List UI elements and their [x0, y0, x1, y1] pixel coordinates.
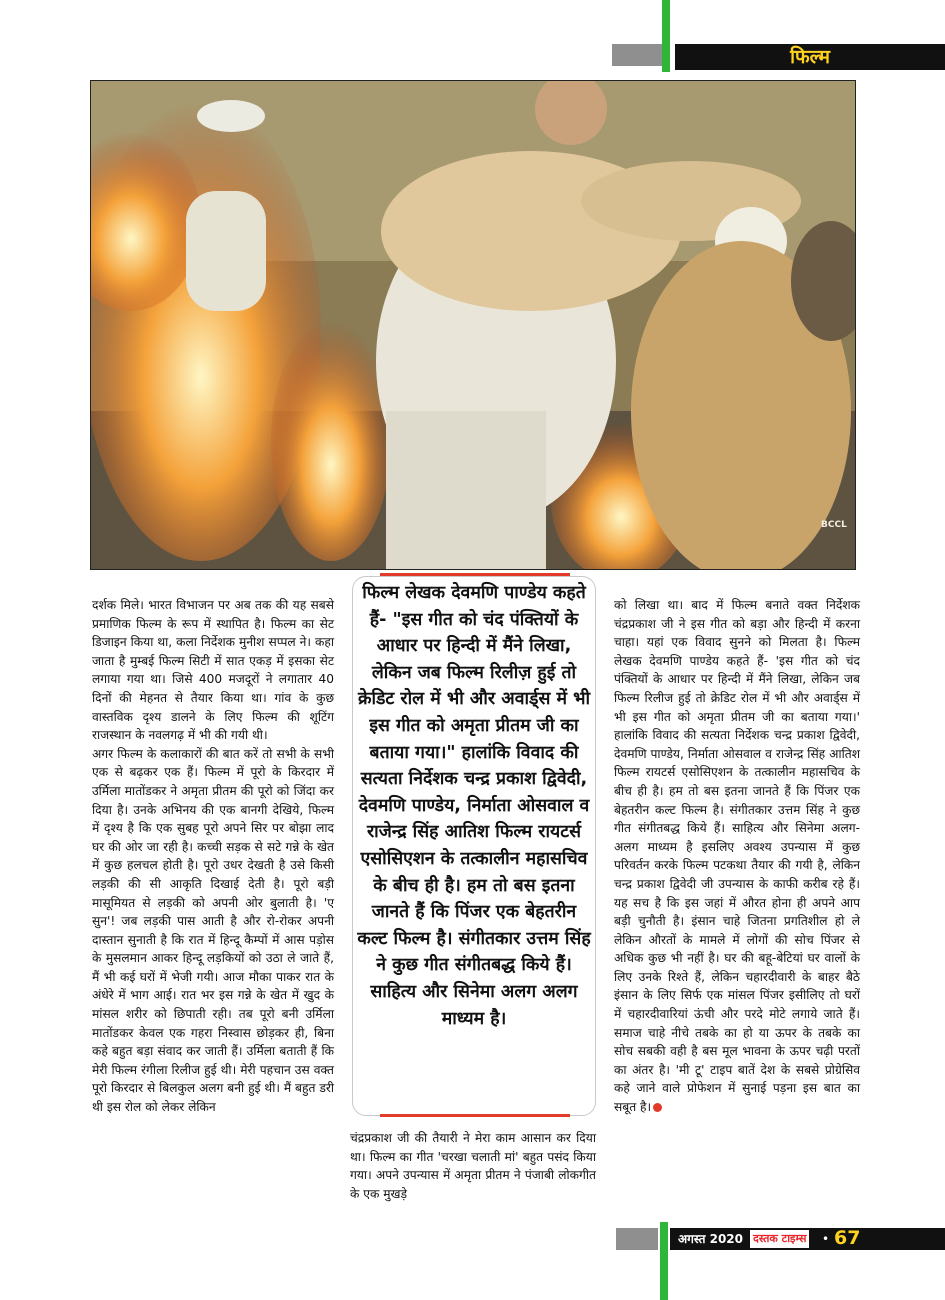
pull-quote-bottom-rule	[380, 1114, 570, 1117]
fire-center	[271, 321, 391, 561]
magazine-logo: दस्तक टाइम्स	[750, 1230, 809, 1248]
article-column-right	[614, 596, 860, 1117]
pull-quote-top-rule	[380, 573, 570, 576]
end-mark-icon	[653, 1103, 662, 1112]
article-column-left: दर्शक मिले। भारत विभाजन पर अब तक की यह सबसे प्रमाणिक फिल्म के रूप में स्थापित है। फिल्म का सेट डिजाइन किया था, कला निर्देशक मुनीश सप्पल ने। कहा जाता है मुम्बई फिल्म सिटी में सात एकड़ में इसका सेट लगाया गया था। जिसे 400 मजदूरों ने लगातार 40 दिनों की मेहनत से तैयार किया था। गांव के कुछ वास्तविक दृश्य डालने के लिए फिल्म की शूटिंग राजस्थान के नवलगढ़ में भी की गयी थी। अगर फिल्म के कलाकारों की बात करें तो सभी के सभी एक से बढ़कर एक हैं। फिल्म में पूरो के किरदार में उर्मिला मातोंडकर ने अमृता प्रीतम की पूरो को जिंदा कर दिया है। उनके अभिनय की एक बानगी देखिये, फिल्म में दृश्य है कि एक सुबह पूरो अपने सिर पर बोझा लाद घर की ओर जा रही है। कच्ची सड़क से सटे गन्ने के खेत में कुछ हलचल होती है। पूरो उधर देखती है उसे किसी लड़की की सी आकृति दिखाई देती है। पूरो बड़ी मासूमियत से लड़की को अपनी ओर बुलाती है। 'ए सुन'! जब लड़की पास आती है और रो-रोकर अपनी दास्तान सुनाती है कि रात में हिन्दू कैम्पों में आस पड़ोस के मुसलमान आकर हिन्दू लड़कियों को उठा ले जाते हैं, मैं भी कई घरों में भेजी गयी। आज मौका पाकर रात के अंधेरे में भाग आई। रात भर इस गन्ने के खेत में खुद के मांसल शरीर को छिपाती रही। तब पूरो बनी उर्मिला मातोंडकर केवल एक गहरा निस्वास छोड़कर ही, बिना कहे बहुत बड़ा संवाद कर जाती हैं। उर्मिला बताती हैं कि मेरी फिल्म रंगीला रिलीज हुई थी। मेरी पहचान उस वक्त पूरो किरदार से बिलकुल अलग बनी हुई थी। मैं बहुत डरी थी इस रोल को लेकर लेकिन	[92, 598, 334, 1115]
film-still-photo	[90, 80, 856, 570]
photo-illustration	[91, 81, 856, 570]
issue-date: अगस्त 2020	[678, 1232, 744, 1246]
page-number: 67	[834, 1227, 861, 1249]
article-column-middle: चंद्रप्रकाश जी की तैयारी ने मेरा काम आसान कर दिया था। फिल्म का गीत 'चरखा चलाती मां' बहुत पसंद किया गया। अपने उपन्यास में अमृता प्रीतम ने पंजाबी लोकगीत के एक मुखड़े	[350, 1131, 596, 1201]
photo-credit: BCCL	[821, 520, 847, 530]
header-gray-block	[612, 44, 662, 66]
right-column-text: को लिखा था। बाद में फिल्म बनाते वक्त निर्देशक चंद्रप्रकाश जी ने इस गीत को बड़ा और हिन्दी में करना चाहा। यहां एक विवाद सुनने को मिलता है। फिल्म लेखक देवमणि पाण्डेय कहते हैं- 'इस गीत को चंद पंक्तियों के आधार पर हिन्दी में मैंने लिखा, लेकिन जब फिल्म रिलीज हुई तो क्रेडिट रोल में भी और अवार्ड्स में भी इस गीत को अमृता प्रीतम जी का बताया गया।' हालांकि विवाद की सत्यता निर्देशक चन्द्र प्रकाश द्विवेदी, देवमणि पाण्डेय, निर्माता ओसवाल व राजेन्द्र सिंह आतिश फिल्म रायटर्स एसोसिएशन के तत्कालीन महासचिव के बीच ही है। हम तो बस इतना जानते हैं कि पिंजर एक बेहतरीन कल्ट फिल्म है। संगीतकार उत्तम सिंह ने कुछ गीत संगीतबद्ध किये हैं। साहित्य और सिनेमा अलग-अलग माध्यम है इसलिए अवश्य उपन्यास में कुछ परिवर्तन करके फिल्म पटकथा तैयार की गयी है, लेकिन चन्द्र प्रकाश द्विवेदी जी उपन्यास के काफी करीब रहे हैं। यह सच है कि इस जहां में औरत होना ही अपने आप बड़ी चुनौती है। इंसान चाहे जितना प्रगतिशील हो ले लेकिन औरतों के मामले में लोगों की सोच पिंजर से अधिक कुछ भी नहीं है। घर की बहू-बेटियां घर वालों के लिए उनके रिश्ते हैं, लेकिन चहारदीवारी के बाहर बैठे इंसान के लिए सिर्फ एक मांसल पिंजर इसीलिए तो घरों में चहारदीवारियां ऊंची और परदे मोटे लगाये जाते हैं। समाज चाहे नीचे तबके का हो या ऊपर के तबके का सोच सबकी वही है बस मूल भावना के ऊपर चढ़ी परतों का अंतर है। 'मी टू' टाइप बातें देश के सबसे प्रोग्रेसिव कहे जाने वाले प्रोफेशन में सुनाई पड़ना इस बात का सबूत है।	[614, 598, 860, 1115]
footer-gray-block	[616, 1228, 658, 1250]
footer-separator: •	[822, 1232, 830, 1246]
section-title: फिल्म	[790, 46, 830, 68]
footer-green-bar	[660, 1222, 668, 1300]
header-green-bar	[662, 0, 670, 72]
pull-quote-text: फिल्म लेखक देवमणि पाण्डेय कहते हैं- "इस गीत को चंद पंक्तियों के आधार पर हिन्दी में मैंने लिखा, लेकिन जब फिल्म रिलीज़ हुई तो क्रेडिट रोल में भी और अवार्ड्स में भी इस गीत को अमृता प्रीतम जी का बताया गया।" हालांकि विवाद की सत्यता निर्देशक चन्द्र प्रकाश द्विवेदी, देवमणि पाण्डेय, निर्माता ओसवाल व राजेन्द्र सिंह आतिश फिल्म रायटर्स एसोसिएशन के तत्कालीन महासचिव के बीच ही है। हम तो बस इतना जानते हैं कि पिंजर एक बेहतरीन कल्ट फिल्म है। संगीतकार उत्तम सिंह ने कुछ गीत संगीतबद्ध किये हैं। साहित्य और सिनेमा अलग अलग माध्यम है।	[357, 583, 591, 1029]
